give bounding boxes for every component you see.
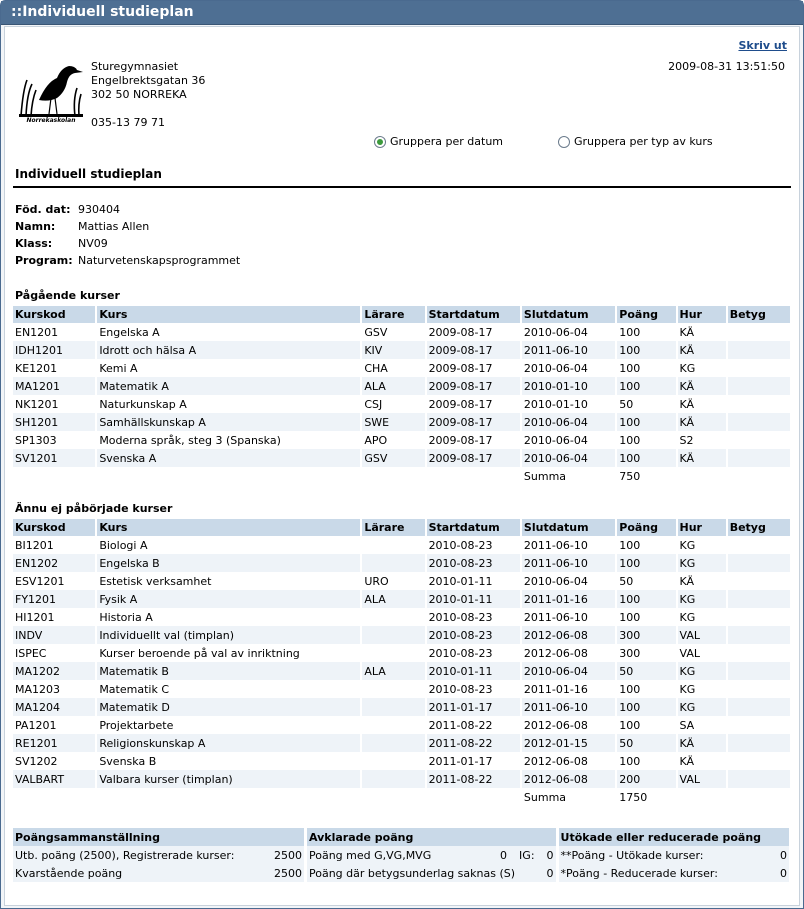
- table-cell: 2012-06-08: [521, 716, 616, 734]
- table-cell: [727, 770, 791, 788]
- table-cell: [361, 536, 425, 554]
- table-row: [13, 662, 791, 680]
- table-cell: 2012-06-08: [521, 644, 616, 662]
- table-cell: KÄ: [677, 572, 727, 590]
- column-header: Kurskod: [13, 306, 96, 323]
- table-cell: Individuellt val (timplan): [96, 626, 361, 644]
- table-row: [13, 698, 791, 716]
- main-content: [4, 26, 800, 906]
- table-cell: 100: [616, 413, 676, 431]
- table-cell: SH1201: [13, 413, 96, 431]
- table-cell: Engelska B: [96, 554, 361, 572]
- table-cell: [727, 377, 791, 395]
- table-cell: 100: [616, 359, 676, 377]
- table-cell: [361, 698, 425, 716]
- table-cell: [727, 680, 791, 698]
- summary-header: Poängsammanställning: [13, 828, 306, 846]
- table-cell: Historia A: [96, 608, 361, 626]
- table-row: [13, 608, 791, 626]
- table-row: [13, 626, 791, 644]
- info-row: Klass: NV09: [15, 237, 108, 250]
- table-cell: [727, 590, 791, 608]
- table-cell: VAL: [677, 626, 727, 644]
- table-cell: [361, 554, 425, 572]
- table-cell: [727, 572, 791, 590]
- table-cell: [361, 644, 425, 662]
- table-cell: Idrott och hälsa A: [96, 341, 361, 359]
- table-cell: 2010-08-23: [426, 644, 521, 662]
- table-row: [13, 449, 791, 467]
- table-cell: KÄ: [677, 377, 727, 395]
- table-cell: 100: [616, 680, 676, 698]
- ig-points: 0: [546, 848, 554, 862]
- school-street: Engelbrektsgatan 36: [91, 74, 206, 87]
- reduced-points: 0: [780, 866, 787, 880]
- group-by-date-radio[interactable]: [374, 136, 386, 148]
- table-cell: [727, 698, 791, 716]
- table-cell: KG: [677, 590, 727, 608]
- column-header: Poäng: [616, 306, 676, 323]
- table-cell: 100: [616, 341, 676, 359]
- column-header: Betyg: [727, 519, 791, 536]
- table-cell: ALA: [361, 662, 425, 680]
- table-cell: KG: [677, 554, 727, 572]
- table-cell: Estetisk verksamhet: [96, 572, 361, 590]
- page-heading: Individuell studieplan: [15, 167, 162, 181]
- table-cell: IDH1201: [13, 341, 96, 359]
- upcoming-heading: Ännu ej påbörjade kurser: [15, 502, 173, 515]
- table-row: [13, 752, 791, 770]
- table-row: [13, 590, 791, 608]
- table-cell: KG: [677, 698, 727, 716]
- table-cell: 2012-06-08: [521, 626, 616, 644]
- table-cell: Fysik A: [96, 590, 361, 608]
- school-logo: [17, 60, 85, 124]
- sum-value: 1750: [616, 788, 676, 806]
- student-class: NV09: [78, 237, 108, 250]
- table-cell: [727, 359, 791, 377]
- school-phone: 035-13 79 71: [91, 116, 165, 129]
- table-cell: 2010-08-23: [426, 554, 521, 572]
- ongoing-heading: Pågående kurser: [15, 289, 120, 302]
- table-cell: 2011-06-10: [521, 608, 616, 626]
- table-cell: Moderna språk, steg 3 (Spanska): [96, 431, 361, 449]
- table-row: [13, 770, 791, 788]
- window-title: ::Individuell studieplan: [1, 1, 803, 25]
- table-cell: 200: [616, 770, 676, 788]
- student-program: Naturvetenskapsprogrammet: [78, 254, 241, 267]
- table-cell: NK1201: [13, 395, 96, 413]
- timestamp: 2009-08-31 13:51:50: [668, 60, 785, 73]
- group-by-type-label: Gruppera per typ av kurs: [574, 135, 713, 148]
- column-header: Startdatum: [426, 519, 521, 536]
- column-header: Startdatum: [426, 306, 521, 323]
- table-cell: 2011-08-22: [426, 734, 521, 752]
- table-cell: BI1201: [13, 536, 96, 554]
- table-cell: CSJ: [361, 395, 425, 413]
- school-info: [91, 60, 205, 130]
- table-cell: KG: [677, 536, 727, 554]
- table-cell: 100: [616, 323, 676, 341]
- table-cell: KÄ: [677, 341, 727, 359]
- table-cell: HI1201: [13, 608, 96, 626]
- column-header: Lärare: [361, 519, 425, 536]
- table-cell: KÄ: [677, 395, 727, 413]
- table-cell: 2010-06-04: [521, 449, 616, 467]
- table-cell: MA1202: [13, 662, 96, 680]
- table-cell: Matematik D: [96, 698, 361, 716]
- column-header: Hur: [677, 519, 727, 536]
- table-cell: [361, 626, 425, 644]
- table-cell: [727, 626, 791, 644]
- group-by-date-option[interactable]: [374, 135, 503, 148]
- passed-points: 0: [500, 848, 508, 862]
- student-name: Mattias Allen: [78, 220, 150, 233]
- table-cell: Samhällskunskap A: [96, 413, 361, 431]
- table-cell: 50: [616, 395, 676, 413]
- table-cell: [727, 554, 791, 572]
- table-cell: APO: [361, 431, 425, 449]
- column-header: Kurskod: [13, 519, 96, 536]
- table-row: [13, 341, 791, 359]
- column-header: Betyg: [727, 306, 791, 323]
- table-row: [13, 323, 791, 341]
- table-cell: 2010-06-04: [521, 413, 616, 431]
- birth-date: 930404: [78, 203, 120, 216]
- table-cell: Projektarbete: [96, 716, 361, 734]
- table-cell: 50: [616, 734, 676, 752]
- table-cell: 2012-06-08: [521, 752, 616, 770]
- table-cell: GSV: [361, 449, 425, 467]
- table-cell: Matematik A: [96, 377, 361, 395]
- table-cell: Matematik C: [96, 680, 361, 698]
- table-cell: [727, 752, 791, 770]
- remaining-points: 2500: [274, 866, 302, 880]
- group-by-type-option[interactable]: [558, 135, 713, 148]
- svg-text:Norrekaskolan: Norrekaskolan: [26, 117, 76, 124]
- table-cell: INDV: [13, 626, 96, 644]
- table-row: [13, 377, 791, 395]
- table-cell: KÄ: [677, 413, 727, 431]
- table-cell: KÄ: [677, 734, 727, 752]
- table-row: [13, 680, 791, 698]
- table-cell: 2011-06-10: [521, 536, 616, 554]
- summary-row: Kvarstående poäng 2500 Poäng där betygsunderlag saknas (S) 0 *Poäng - Reducerade kurser: 0: [13, 864, 791, 882]
- table-cell: 2011-06-10: [521, 554, 616, 572]
- missing-grade-points: 0: [546, 866, 554, 880]
- sum-row: [13, 788, 791, 806]
- table-cell: 2011-08-22: [426, 716, 521, 734]
- group-by-type-radio[interactable]: [558, 136, 570, 148]
- table-cell: 2009-08-17: [426, 341, 521, 359]
- registered-points: 2500: [274, 848, 302, 862]
- table-cell: 2010-06-04: [521, 323, 616, 341]
- table-cell: 50: [616, 572, 676, 590]
- table-cell: Naturkunskap A: [96, 395, 361, 413]
- table-cell: [727, 341, 791, 359]
- summary-row: Utb. poäng (2500), Registrerade kurser: 2500 Poäng med G,VG,MVG 0 IG: 0 **Poäng - Utökade kurser: 0: [13, 846, 791, 864]
- table-cell: MA1201: [13, 377, 96, 395]
- sum-value: 750: [616, 467, 676, 485]
- table-cell: 100: [616, 377, 676, 395]
- table-cell: Engelska A: [96, 323, 361, 341]
- summary-header: Utökade eller reducerade poäng: [557, 828, 790, 846]
- table-cell: SWE: [361, 413, 425, 431]
- table-cell: 2009-08-17: [426, 413, 521, 431]
- table-cell: Svenska A: [96, 449, 361, 467]
- table-cell: 2010-06-04: [521, 572, 616, 590]
- table-cell: SV1201: [13, 449, 96, 467]
- table-cell: 2010-08-23: [426, 680, 521, 698]
- table-cell: [727, 608, 791, 626]
- table-cell: 100: [616, 752, 676, 770]
- table-cell: SA: [677, 716, 727, 734]
- table-cell: 300: [616, 644, 676, 662]
- sum-label: Summa: [521, 467, 616, 485]
- table-cell: 2010-01-11: [426, 572, 521, 590]
- table-cell: [361, 752, 425, 770]
- table-cell: KÄ: [677, 752, 727, 770]
- table-cell: 2009-08-17: [426, 359, 521, 377]
- table-cell: 100: [616, 590, 676, 608]
- table-cell: 2011-06-10: [521, 341, 616, 359]
- table-cell: 2010-06-04: [521, 662, 616, 680]
- table-row: [13, 359, 791, 377]
- heading-divider: [13, 186, 791, 188]
- table-cell: S2: [677, 431, 727, 449]
- table-cell: [361, 608, 425, 626]
- table-row: [13, 413, 791, 431]
- table-cell: 2010-08-23: [426, 626, 521, 644]
- column-header: Slutdatum: [521, 306, 616, 323]
- table-cell: [727, 323, 791, 341]
- table-cell: Biologi A: [96, 536, 361, 554]
- group-by-date-label: Gruppera per datum: [390, 135, 504, 148]
- table-cell: [361, 716, 425, 734]
- table-cell: 2010-01-11: [426, 590, 521, 608]
- table-cell: SP1303: [13, 431, 96, 449]
- table-cell: Svenska B: [96, 752, 361, 770]
- table-cell: 100: [616, 716, 676, 734]
- table-cell: 2011-08-22: [426, 770, 521, 788]
- table-row: [13, 572, 791, 590]
- table-cell: 2009-08-17: [426, 449, 521, 467]
- school-name: Sturegymnasiet: [91, 60, 179, 73]
- table-cell: CHA: [361, 359, 425, 377]
- table-cell: ISPEC: [13, 644, 96, 662]
- table-cell: 2009-08-17: [426, 431, 521, 449]
- table-cell: SV1202: [13, 752, 96, 770]
- table-cell: [727, 536, 791, 554]
- table-cell: [727, 662, 791, 680]
- table-row: [13, 644, 791, 662]
- table-cell: 2011-06-10: [521, 698, 616, 716]
- table-cell: [727, 449, 791, 467]
- table-cell: 100: [616, 431, 676, 449]
- table-cell: Valbara kurser (timplan): [96, 770, 361, 788]
- table-cell: Religionskunskap A: [96, 734, 361, 752]
- column-header: Kurs: [96, 519, 361, 536]
- ongoing-courses-table: [13, 306, 792, 485]
- table-cell: 50: [616, 662, 676, 680]
- table-cell: 2010-06-04: [521, 359, 616, 377]
- table-cell: FY1201: [13, 590, 96, 608]
- table-cell: KÄ: [677, 323, 727, 341]
- extended-points: 0: [780, 848, 787, 862]
- table-cell: KG: [677, 662, 727, 680]
- table-cell: MA1203: [13, 680, 96, 698]
- table-cell: KE1201: [13, 359, 96, 377]
- table-cell: 2011-01-16: [521, 680, 616, 698]
- table-cell: 2011-01-17: [426, 752, 521, 770]
- table-cell: 2012-01-15: [521, 734, 616, 752]
- table-row: [13, 536, 791, 554]
- table-cell: ALA: [361, 377, 425, 395]
- table-cell: 100: [616, 536, 676, 554]
- info-row: Namn: Mattias Allen: [15, 220, 150, 233]
- table-cell: URO: [361, 572, 425, 590]
- column-header: Lärare: [361, 306, 425, 323]
- table-cell: [361, 734, 425, 752]
- table-cell: ALA: [361, 590, 425, 608]
- table-cell: RE1201: [13, 734, 96, 752]
- table-cell: PA1201: [13, 716, 96, 734]
- table-cell: Matematik B: [96, 662, 361, 680]
- table-cell: 100: [616, 608, 676, 626]
- table-cell: 2010-01-10: [521, 395, 616, 413]
- table-cell: 2012-06-08: [521, 770, 616, 788]
- sum-label: Summa: [521, 788, 616, 806]
- table-cell: KIV: [361, 341, 425, 359]
- table-cell: VAL: [677, 644, 727, 662]
- table-row: [13, 734, 791, 752]
- info-row: Program: Naturvetenskapsprogrammet: [15, 254, 241, 267]
- table-cell: 2011-01-17: [426, 698, 521, 716]
- table-cell: ESV1201: [13, 572, 96, 590]
- table-cell: 2010-01-11: [426, 662, 521, 680]
- table-row: [13, 554, 791, 572]
- school-city: 302 50 NORREKA: [91, 88, 187, 101]
- info-row: Föd. dat: 930404: [15, 203, 120, 216]
- table-cell: 2010-08-23: [426, 536, 521, 554]
- table-cell: 2011-01-16: [521, 590, 616, 608]
- table-cell: MA1204: [13, 698, 96, 716]
- table-cell: 100: [616, 449, 676, 467]
- table-cell: [727, 734, 791, 752]
- table-cell: Kurser beroende på val av inriktning: [96, 644, 361, 662]
- table-cell: 2009-08-17: [426, 323, 521, 341]
- table-row: [13, 431, 791, 449]
- print-link[interactable]: Skriv ut: [738, 39, 787, 52]
- table-cell: 2010-01-10: [521, 377, 616, 395]
- column-header: Poäng: [616, 519, 676, 536]
- table-row: [13, 716, 791, 734]
- table-cell: GSV: [361, 323, 425, 341]
- table-cell: 100: [616, 554, 676, 572]
- table-cell: 2010-06-04: [521, 431, 616, 449]
- column-header: Kurs: [96, 306, 361, 323]
- table-cell: VAL: [677, 770, 727, 788]
- table-cell: 2009-08-17: [426, 395, 521, 413]
- table-cell: EN1202: [13, 554, 96, 572]
- table-cell: 300: [616, 626, 676, 644]
- table-cell: [727, 716, 791, 734]
- points-summary-table: [13, 828, 792, 882]
- sum-row: [13, 467, 791, 485]
- column-header: Slutdatum: [521, 519, 616, 536]
- table-cell: [727, 431, 791, 449]
- summary-header: Avklarade poäng: [306, 828, 558, 846]
- table-cell: [727, 395, 791, 413]
- table-cell: [361, 680, 425, 698]
- table-cell: 100: [616, 698, 676, 716]
- table-row: [13, 395, 791, 413]
- table-cell: KG: [677, 359, 727, 377]
- table-cell: KG: [677, 608, 727, 626]
- table-cell: KG: [677, 680, 727, 698]
- table-cell: EN1201: [13, 323, 96, 341]
- table-cell: 2009-08-17: [426, 377, 521, 395]
- table-cell: Kemi A: [96, 359, 361, 377]
- table-cell: [361, 770, 425, 788]
- table-cell: 2010-08-23: [426, 608, 521, 626]
- student-info: [15, 201, 240, 269]
- table-cell: [727, 644, 791, 662]
- column-header: Hur: [677, 306, 727, 323]
- table-cell: VALBART: [13, 770, 96, 788]
- table-cell: [727, 413, 791, 431]
- table-cell: KÄ: [677, 449, 727, 467]
- upcoming-courses-table: [13, 519, 792, 806]
